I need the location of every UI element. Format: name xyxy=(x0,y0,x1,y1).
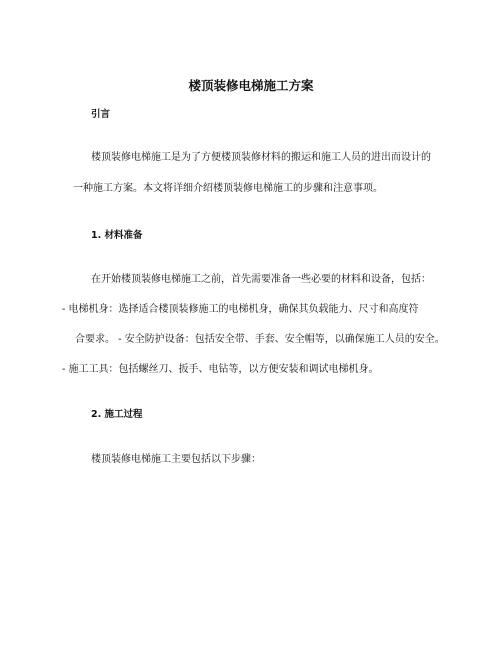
section-heading-intro: 引言 xyxy=(91,109,111,120)
section-heading-process: 2. 施工过程 xyxy=(91,409,143,420)
process-line-1: 楼顶装修电梯施工主要包括以下步骤： xyxy=(91,454,261,465)
section-heading-materials: 1. 材料准备 xyxy=(91,230,143,241)
document-title: 楼顶装修电梯施工方案 xyxy=(188,78,314,93)
intro-line-1: 楼顶装修电梯施工是为了方便楼顶装修材料的搬运和施工人员的进出而设计的 xyxy=(91,152,431,163)
intro-line-2: 一种施工方案。本文将详细介绍楼顶装修电梯施工的步骤和注意事项。 xyxy=(73,183,383,194)
materials-line-2: - 电梯机身：选择适合楼顶装修施工的电梯机身，确保其负载能力、尺寸和高度符 xyxy=(62,304,419,315)
materials-line-3: 合要求。 - 安全防护设备：包括安全带、手套、安全帽等，以确保施工人员的安全。 xyxy=(75,334,445,345)
materials-line-4: - 施工工具：包括螺丝刀、扳手、电钻等，以方便安装和调试电梯机身。 xyxy=(62,364,379,375)
materials-line-1: 在开始楼顶装修电梯施工之前，首先需要准备一些必要的材料和设备，包括： xyxy=(91,274,431,285)
